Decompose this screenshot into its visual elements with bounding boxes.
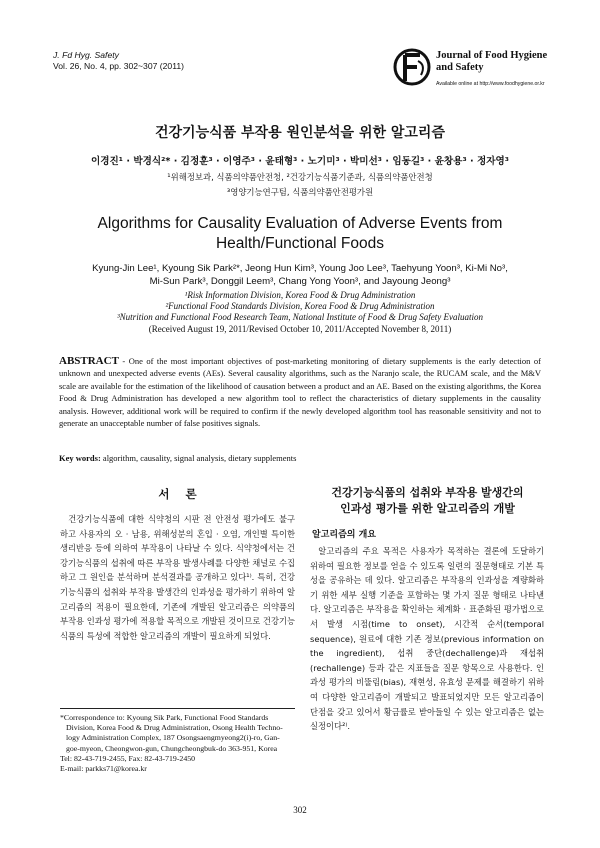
- correspondence-line-2: Division, Korea Food & Drug Administration, Osong Health Techno-: [66, 723, 283, 733]
- logo-title-line-1: Journal of Food Hygiene: [436, 50, 548, 61]
- introduction-heading: 서 론: [158, 487, 197, 501]
- korean-authors: 이경진¹ · 박경식²* · 김정훈³ · 이영주³ · 윤태형³ · 노기미³ · 박미선³ · 임동길³ · 윤창용³ · 정자영³: [91, 156, 509, 167]
- english-title-line-2: Health/Functional Foods: [215, 235, 384, 252]
- journal-url: Available online at http://www.foodhygiene.or.kr: [436, 81, 545, 87]
- journal-logo-block: [392, 45, 560, 95]
- keywords: [59, 453, 541, 463]
- section-heading-line-2: 인과성 평가를 위한 알고리즘의 개발: [340, 502, 515, 515]
- correspondence-line-3: logy Administration Complex, 187 Osongsaengmyeong2(i)-ro, Gan-: [66, 733, 280, 743]
- abstract: [59, 355, 541, 429]
- page-number: 302: [293, 805, 307, 815]
- algorithm-overview-subheading: 알고리즘의 개요: [312, 530, 376, 540]
- abstract-label: ABSTRACT: [59, 355, 119, 367]
- english-title: [60, 214, 540, 254]
- english-authors: [70, 262, 530, 288]
- korean-title: 건강기능식품 부작용 원인분석을 위한 알고리즘: [155, 125, 445, 141]
- journal-reference: [53, 50, 184, 72]
- section-heading-line-1: 건강기능식품의 섭취와 부작용 발생간의: [331, 486, 524, 499]
- section-heading-right: [310, 485, 545, 517]
- korean-affiliation-1: ¹위해정보과, 식품의약품안전청, ²건강기능식품기준과, 식품의약품안전청: [167, 172, 433, 182]
- keywords-label: Key words:: [59, 453, 101, 463]
- english-title-line-1: Algorithms for Causality Evaluation of Adverse Events from: [97, 215, 503, 232]
- english-affiliation-3: ³Nutrition and Functional Food Research Team, National Institute of Food & Drug Safety Evaluation: [116, 312, 483, 322]
- abstract-text: - One of the most important objectives of post-marketing monitoring of dietary supplements is the early detection of unknown and unexpected adverse events (AEs). Several causality algorithms, such as the Naranjo scale, the RUCAM scale, and the M&V scale are available for the estimation of the likelihood of causation between a product and an AE. Based on the existing algorithms, the Korea Food & Drug Administration has developed a new algorithm tool to reflect the characteristics of dietary supplements in the causality analysis. However, additional work will be required to confirm if the newly developed algorithm tool has reasonable sensitivity and not to generate an unacceptable number of false positives signals.: [59, 356, 541, 429]
- received-dates: (Received August 19, 2011/Revised October 10, 2011/Accepted November 8, 2011): [148, 324, 452, 334]
- footnote-divider: [60, 708, 295, 709]
- english-affiliation-2: ²Functional Food Standards Division, Korea Food & Drug Administration: [165, 301, 435, 311]
- introduction-body: 건강기능식품에 대한 식약청의 시판 전 안전성 평가에도 불구하고 사용자의 오 · 남용, 위해성분의 혼입 · 오염, 개인별 특이한 생리반응 등에 의하여 부작용이 나타날 수 있다. 식약청에서는 건강기능식품의 섭취에 따른 부작용 발생사례를 다양한 채널로 수집하고 그 원인을 분석하며 분석결과를 공개하고 있다¹⁾. 특히, 건강기능식품의 섭취와 부작용 발생간의 인과성을 평가하기 위하여 알고리즘의 적용이 필요한데, 기존에 개발된 알고리즘은 의약품의 부작용 인과성 평가에 적용할 목적으로 개발된 것이므로 건강기능식품의 특성에 적합한 알고리즘의 개발이 필요하게 되었다.: [60, 514, 295, 641]
- algorithm-overview-body: 알고리즘의 주요 목적은 사용자가 목적하는 결론에 도달하기 위하여 필요한 정보를 얻을 수 있도록 일련의 질문형태로 기본 특성을 공유하는 데 있다. 알고리즘은 부작용의 인과성을 계량화하기 위한 세부 실행 기준을 포함하는 몇 가지 질문 형태로 나타낸다. 알고리즘은 부작용을 확인하는 체계화 · 표준화된 평가법으로서 발생 시점(time to onset), 시간적 순서(temporal sequence), 원료에 대한 기존 정보(previous information on the ingredient), 섭취 중단(dechallenge)과 재섭취(rechallenge) 등과 같은 지표들을 질문 항목으로 사용한다. 인과성 평가의 비뚤림(bias), 재현성, 유효성 문제를 해결하기 위하여 다양한 알고리즘이 개발되고 발표되었지만 모든 알고리즘이 단점을 갖고 있어서 황금률로 받아들일 수 있는 알고리즘은 없는 실정이다²⁾.: [310, 546, 544, 732]
- english-affiliation-1: ¹Risk Information Division, Korea Food & Drug Administration: [184, 290, 416, 300]
- korean-affiliation-2: ³영양기능연구팀, 식품의약품안전평가원: [226, 187, 374, 197]
- keywords-text: algorithm, causality, signal analysis, dietary supplements: [100, 453, 297, 463]
- english-authors-line-1: Kyung-Jin Lee¹, Kyoung Sik Park²*, Jeong Hun Kim³, Young Joo Lee³, Taehyung Yoon³, Ki-Mi No³,: [92, 263, 508, 274]
- correspondence-line-4: goe-myeon, Cheongwon-gun, Chungcheongbuk-do 363-951, Korea: [66, 743, 278, 753]
- logo-title-line-2: and Safety: [436, 62, 484, 73]
- english-authors-line-2: Mi-Sun Park³, Donggil Leem³, Chang Yong Yoon³, and Jayoung Jeong³: [149, 276, 451, 287]
- correspondence-line-5: Tel: 82-43-719-2455, Fax: 82-43-719-2450: [60, 753, 196, 763]
- correspondence-line-1: *Correspondence to: Kyoung Sik Park, Functional Food Standards: [60, 713, 269, 722]
- journal-abbreviation: J. Fd Hyg. Safety: [53, 50, 119, 60]
- journal-logo-icon: [392, 45, 432, 91]
- correspondence-footnote: [60, 713, 298, 774]
- correspondence-line-6: E-mail: parkks71@korea.kr: [60, 764, 147, 774]
- volume-info: Vol. 26, No. 4, pp. 302~307 (2011): [53, 61, 184, 71]
- journal-logo-title: [436, 50, 547, 74]
